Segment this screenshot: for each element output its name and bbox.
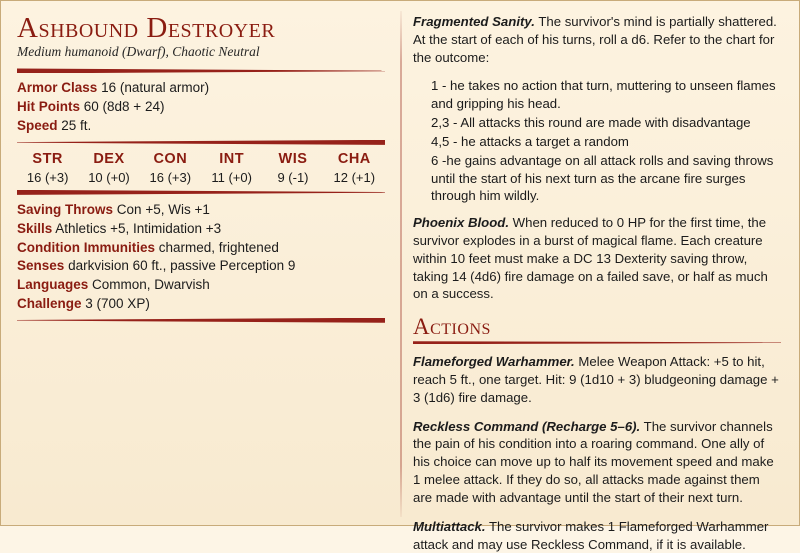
languages-value: Common, Dwarvish <box>92 277 210 293</box>
left-column <box>17 13 399 515</box>
ability-str <box>17 151 78 185</box>
action-multiattack-name: Multiattack. <box>413 518 486 534</box>
trait-phoenix-blood <box>413 214 781 303</box>
ability-str-value: 16 (+3) <box>26 169 69 185</box>
languages-label: Languages <box>17 277 89 293</box>
ability-int-name: INT <box>219 150 245 167</box>
action-flameforged-warhammer-name: Flameforged Warhammer. <box>413 354 575 370</box>
rule-above-abilities <box>17 140 385 145</box>
skills-label: Skills <box>17 220 53 236</box>
ability-str-name: STR <box>32 150 63 167</box>
ability-wis-value: 9 (-1) <box>277 169 309 185</box>
ability-con-name: CON <box>153 150 188 167</box>
skills-line <box>17 220 385 238</box>
ability-cha-value: 12 (+1) <box>333 169 376 185</box>
action-flameforged-warhammer-text: Melee Weapon Attack: +5 to hit, reach 5 ft., one target. Hit: 9 (1d10 + 3) bludgeoning damage + 3 (1d6) fire damage. <box>413 354 779 405</box>
speed-value: 25 ft. <box>61 118 92 134</box>
creature-name: Ashbound Destroyer <box>17 12 276 44</box>
rule-top <box>17 68 385 73</box>
armor-class-label: Armor Class <box>17 80 98 96</box>
challenge-value: 3 (700 XP) <box>85 295 150 311</box>
languages-line <box>17 276 385 294</box>
speed-label: Speed <box>17 118 58 134</box>
ability-scores <box>17 151 385 185</box>
creature-subtitle: Medium humanoid (Dwarf), Chaotic Neutral <box>17 44 260 60</box>
saving-throws-label: Saving Throws <box>17 201 114 217</box>
ability-int <box>201 151 262 185</box>
outcome-6: 6 -he gains advantage on all attack rolls and saving throws until the start of his next turn as the arcane fire surges through him wildly. <box>431 152 774 204</box>
ability-con-value: 16 (+3) <box>149 169 192 185</box>
ability-cha-name: CHA <box>337 150 371 167</box>
ability-con <box>140 151 201 185</box>
rule-bottom <box>17 318 385 323</box>
condition-immunities-value: charmed, frightened <box>158 239 279 255</box>
action-reckless-command <box>413 418 781 507</box>
senses-value: darkvision 60 ft., passive Perception 9 <box>68 258 296 274</box>
challenge-line <box>17 295 385 313</box>
details-block <box>17 201 385 313</box>
actions-rule <box>413 341 781 344</box>
rule-below-abilities <box>17 190 385 195</box>
outcome-4-5: 4,5 - he attacks a target a random <box>431 133 629 149</box>
action-flameforged-warhammer <box>413 353 781 406</box>
trait-phoenix-blood-text: When reduced to 0 HP for the first time, the survivor explodes in a burst of magical flame. Each creature within 10 feet must make a DC 13 Dexterity saving throw, taking 14 (4d6) fire damage on a failed save, or half as much on a success. <box>413 215 768 302</box>
trait-fragmented-sanity-name: Fragmented Sanity. <box>413 14 535 29</box>
defenses-block <box>17 79 385 134</box>
saving-throws-value: Con +5, Wis +1 <box>116 201 210 217</box>
hit-points-value: 60 (8d8 + 24) <box>83 99 165 115</box>
trait-phoenix-blood-name: Phoenix Blood. <box>413 215 509 231</box>
ability-int-value: 11 (+0) <box>211 169 252 185</box>
condition-immunities-line <box>17 239 385 257</box>
hit-points-label: Hit Points <box>17 99 80 115</box>
condition-immunities-label: Condition Immunities <box>17 239 155 255</box>
trait-fragmented-sanity-text: The survivor's mind is partially shattered. At the start of each of his turns, roll a d6. Refer to the chart for the outcome: <box>413 14 777 65</box>
outcome-1: 1 - he takes no action that turn, muttering to unseen flames and gripping his head. <box>431 78 776 112</box>
ability-dex-name: DEX <box>93 150 125 167</box>
challenge-label: Challenge <box>17 295 82 311</box>
outcome-2-3: 2,3 - All attacks this round are made with disadvantage <box>431 115 751 131</box>
armor-class-line <box>17 79 385 97</box>
action-reckless-command-name: Reckless Command (Recharge 5–6). <box>413 418 641 434</box>
ability-wis-name: WIS <box>278 150 308 167</box>
action-reckless-command-text: The survivor channels the pain of his condition into a roaring command. One ally of his choice can move up to half its movement speed and make 1 melee attack. If they do so, all attacks made against them are made with advantage until the start of their next turn. <box>413 418 774 505</box>
senses-line <box>17 257 385 275</box>
ability-dex <box>78 151 139 185</box>
action-multiattack <box>413 518 781 553</box>
ability-wis <box>262 151 323 185</box>
hit-points-line <box>17 98 385 116</box>
senses-label: Senses <box>17 258 65 274</box>
actions-heading: Actions <box>413 314 491 340</box>
trait-fragmented-sanity <box>413 13 781 66</box>
skills-value: Athletics +5, Intimidation +3 <box>55 220 222 236</box>
fragmented-sanity-outcomes <box>413 77 781 205</box>
speed-line <box>17 117 385 135</box>
right-column <box>399 13 781 552</box>
ability-dex-value: 10 (+0) <box>88 169 130 185</box>
action-multiattack-text: The survivor makes 1 Flameforged Warhammer attack and may use Reckless Command, if it is available. <box>413 518 769 552</box>
ability-cha <box>324 151 385 185</box>
armor-class-value: 16 (natural armor) <box>101 80 210 96</box>
saving-throws-line <box>17 201 385 219</box>
